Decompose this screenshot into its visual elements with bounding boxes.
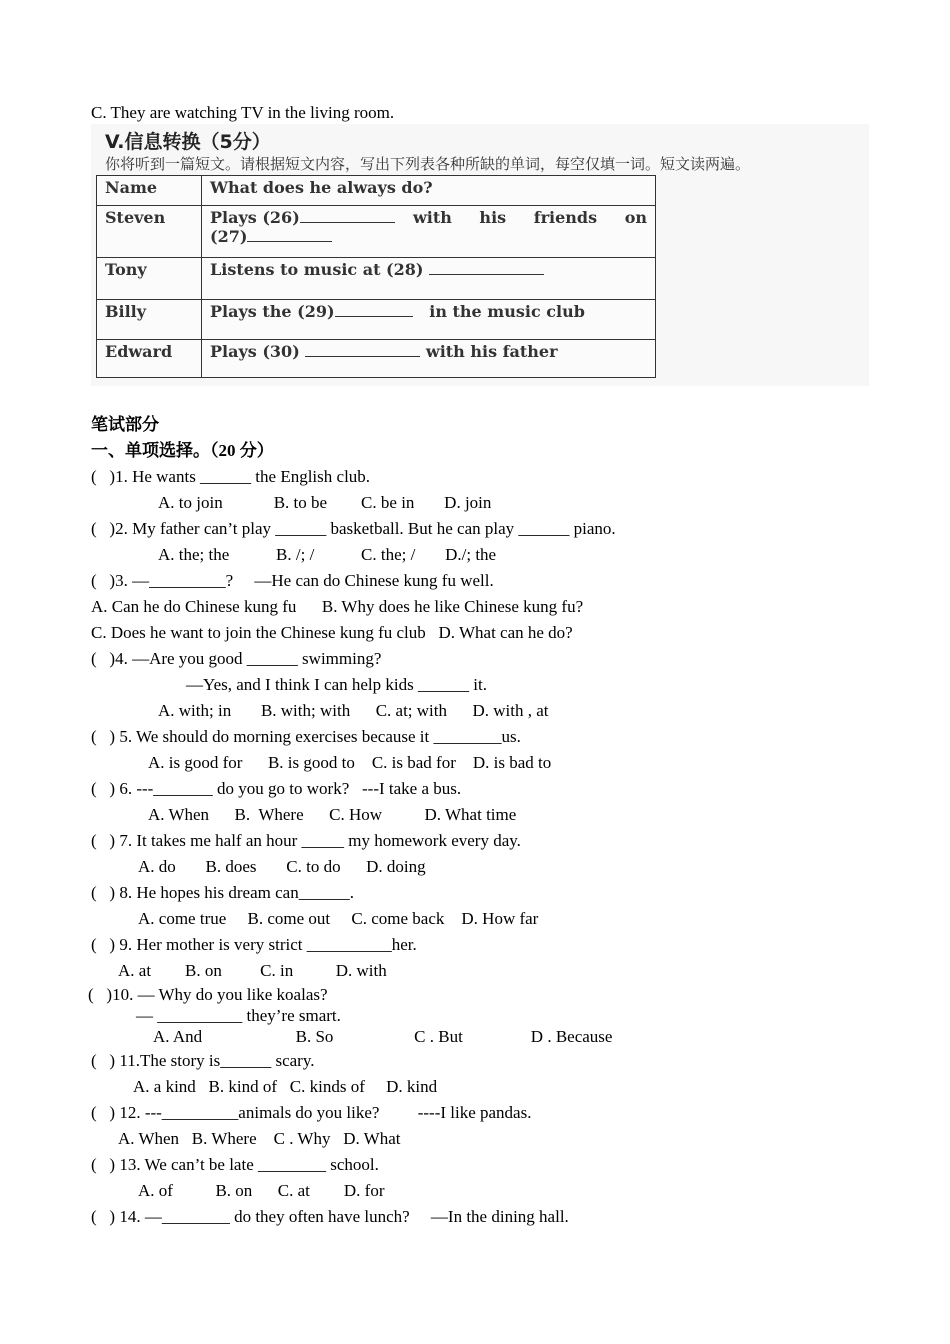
question-7: ( ) 7. It takes me half an hour _____ my homework every day. [91, 831, 521, 850]
name-cell: Steven [97, 206, 202, 258]
question-4: ( )4. —Are you good ______ swimming? [91, 649, 382, 668]
question-9-options: A. at B. on C. in D. with [118, 961, 387, 980]
activity-text: Listens to music at (28) [210, 260, 424, 279]
activity-cell [202, 300, 656, 340]
question-10-reply: — __________ they’re smart. [136, 1006, 341, 1025]
activity-cell [202, 340, 656, 378]
question-8-options: A. come true B. come out C. come back D. How far [138, 909, 539, 928]
question-12-options: A. When B. Where C . Why D. What [118, 1129, 401, 1148]
question-4-options: A. with; in B. with; with C. at; with D. with , at [158, 701, 549, 720]
question-2-options: A. the; the B. /; / C. the; / D./; the [158, 545, 497, 564]
answer-blank-27[interactable] [247, 227, 332, 242]
question-1: ( )1. He wants ______ the English club. [91, 467, 371, 486]
question-3: ( )3. —_________? —He can do Chinese kung fu well. [91, 571, 494, 590]
activity-cell [202, 258, 656, 300]
question-6: ( ) 6. ---_______ do you go to work? ---I take a bus. [91, 779, 462, 798]
answer-blank-28[interactable] [429, 260, 544, 275]
question-4-reply: —Yes, and I think I can help kids ______ it. [186, 675, 487, 694]
header-name: Name [97, 176, 202, 206]
question-5: ( ) 5. We should do morning exercises because it ________us. [91, 727, 521, 746]
section-one-heading: 一、单项选择。（20 分） [91, 441, 274, 460]
question-11-options: A. a kind B. kind of C. kinds of D. kind [133, 1077, 438, 1096]
option-c-prev-question: C. They are watching TV in the living room. [91, 103, 395, 122]
name-cell: Edward [97, 340, 202, 378]
question-1-options: A. to join B. to be C. be in D. join [158, 493, 492, 512]
question-11: ( ) 11.The story is______ scary. [91, 1051, 315, 1070]
answer-blank-29[interactable] [335, 302, 413, 317]
answer-blank-26[interactable] [300, 208, 395, 223]
question-10-options: A. And B. So C . But D . Because [153, 1027, 613, 1046]
question-10: ( )10. — Why do you like koalas? [88, 985, 328, 1004]
question-7-options: A. do B. does C. to do D. doing [138, 857, 426, 876]
activity-text: (27) [210, 227, 248, 246]
question-8: ( ) 8. He hopes his dream can______. [91, 883, 354, 902]
question-13: ( ) 13. We can’t be late ________ school. [91, 1155, 379, 1174]
activity-text: Plays the (29) [210, 302, 335, 321]
info-transfer-section [91, 124, 869, 386]
question-13-options: A. of B. on C. at D. for [138, 1181, 385, 1200]
question-12: ( ) 12. ---_________animals do you like? ----I like pandas. [91, 1103, 532, 1122]
question-3-options: C. Does he want to join the Chinese kung fu club D. What can he do? [91, 623, 573, 642]
section-instruction: 你将听到一篇短文。请根据短文内容，写出下列表各种所缺的单词，每空仅填一词。短文读两遍。 [105, 155, 751, 173]
question-2: ( )2. My father can’t play ______ basketball. But he can play ______ piano. [91, 519, 616, 538]
question-5-options: A. is good for B. is good to C. is bad for D. is bad to [148, 753, 552, 772]
answer-blank-30[interactable] [305, 342, 420, 357]
section-title: V.信息转换（5分） [105, 131, 271, 153]
activity-text: Plays (26) [210, 208, 300, 227]
question-14: ( ) 14. —________ do they often have lunch? —In the dining hall. [91, 1207, 569, 1226]
written-section-heading: 笔试部分 [91, 415, 159, 434]
info-table [96, 175, 656, 378]
question-6-options: A. When B. Where C. How D. What time [148, 805, 517, 824]
activity-text: in the music club [429, 302, 585, 321]
question-3-options: A. Can he do Chinese kung fu B. Why does he like Chinese kung fu? [91, 597, 584, 616]
question-9: ( ) 9. Her mother is very strict __________her. [91, 935, 417, 954]
name-cell: Billy [97, 300, 202, 340]
name-cell: Tony [97, 258, 202, 300]
header-activity: What does he always do? [202, 176, 656, 206]
activity-cell [202, 206, 656, 258]
activity-text: Plays (30) [210, 342, 300, 361]
activity-text: with his father [425, 342, 558, 361]
activity-text: with his friends on [412, 208, 647, 227]
